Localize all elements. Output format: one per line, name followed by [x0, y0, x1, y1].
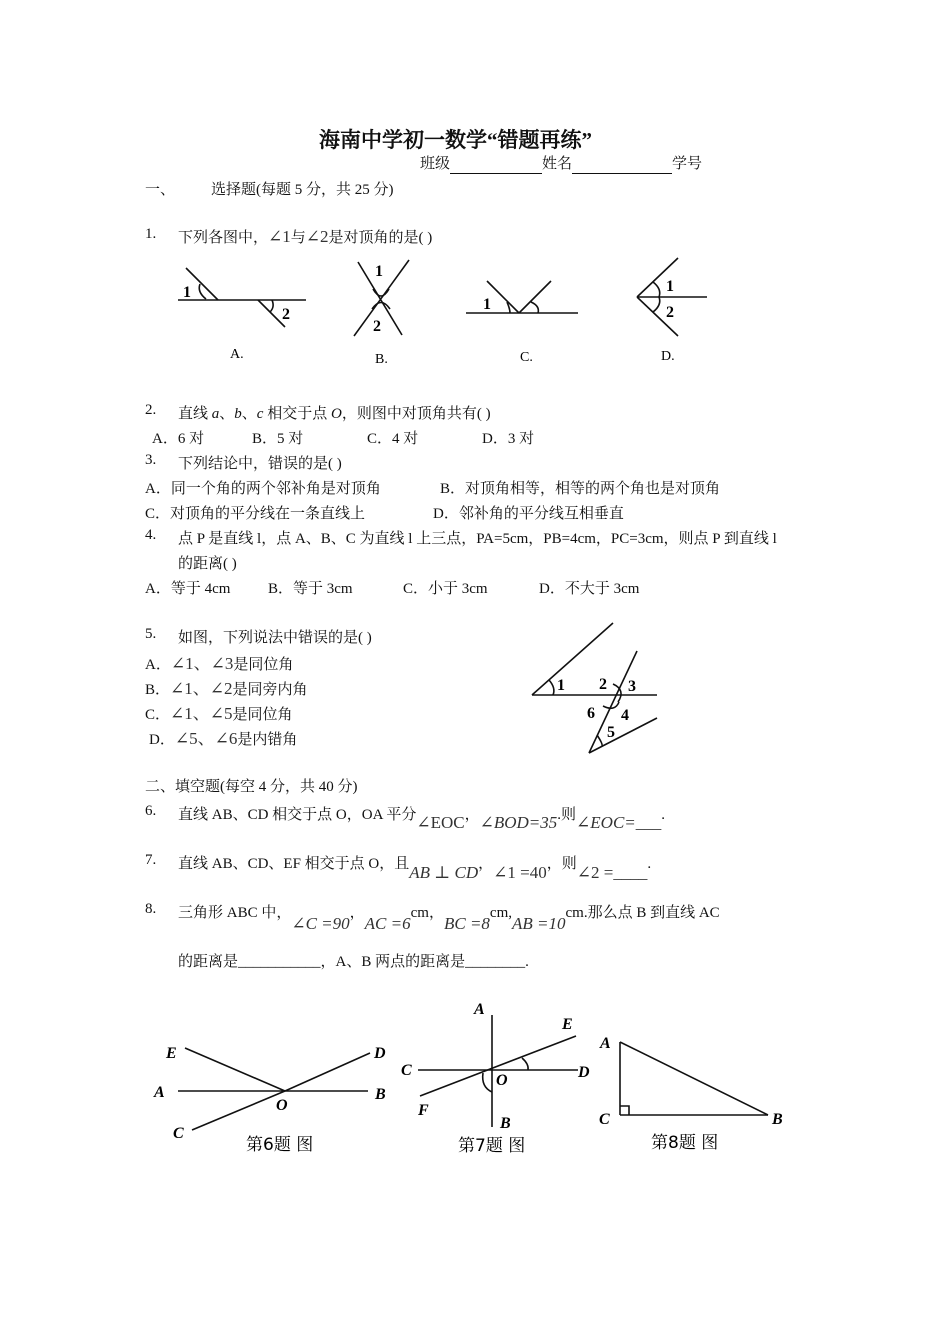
fig-d-arc2: [653, 297, 660, 312]
q4-line1: 点 P 是直线 l，点 A、B、C 为直线 l 上三点，PA=5cm，PB=4cm，PC=3cm，则点 P 到直线 l: [178, 531, 777, 547]
q8-line2[interactable]: 的距离是___________，A、B 两点的距离是________.: [178, 954, 529, 970]
q8-cm2: cm,: [489, 905, 512, 921]
fig-c-caption: C.: [520, 350, 533, 365]
fig6-label-b: B: [375, 1086, 386, 1103]
fig8-label-a: A: [600, 1035, 611, 1052]
q5-option-c[interactable]: [145, 699, 293, 724]
q2-text-a: 直线: [178, 406, 212, 422]
q1-text-c: 是对顶角的是( ): [328, 230, 433, 246]
q5-a-text: 是同位角: [233, 657, 294, 673]
q5-label4: 4: [621, 707, 629, 724]
q7-comma2: ，则: [546, 856, 577, 872]
q2-option-d[interactable]: D．3 对: [482, 431, 535, 447]
q5-c-math: ∠1、∠5: [170, 704, 233, 723]
fig-a-arc2: [270, 300, 273, 312]
q8-math1: ∠C =90: [291, 914, 350, 933]
fig-a-label1: 1: [183, 284, 191, 301]
q1-text-b: 与: [290, 230, 306, 246]
name-label: 姓名: [542, 156, 573, 172]
q5-arc1: [549, 680, 554, 695]
q5-number: 5.: [145, 626, 157, 642]
q4-option-d[interactable]: D．不大于 3cm: [539, 581, 640, 597]
fig7-arc2: [483, 1073, 492, 1092]
q2-b: b: [234, 406, 242, 422]
fig7-label-d: D: [578, 1064, 590, 1081]
q7-math2: ∠1 =40: [493, 863, 547, 882]
q1-text-a: 下列各图中，: [178, 230, 269, 246]
q6-comma: ，: [464, 807, 480, 823]
q5-figure: [525, 618, 725, 763]
fig-d-caption: D.: [661, 349, 675, 364]
fig7-label-f: F: [418, 1102, 429, 1119]
q3-option-c[interactable]: C．对顶角的平分线在一条直线上: [145, 506, 366, 522]
q3-number: 3.: [145, 452, 157, 468]
q5-c-text: 是同位角: [232, 707, 293, 723]
q8-math3: BC =8: [443, 914, 490, 933]
fig-c-ray1: [487, 281, 519, 313]
q1-angle1: ∠1: [268, 227, 291, 246]
section2-title: 二、填空题(每空 4 分，共 40 分): [145, 779, 358, 795]
q7-dot: .: [647, 856, 652, 872]
q5-b-text: 是同旁内角: [232, 682, 308, 698]
fig7-label-o: O: [496, 1072, 508, 1089]
q8-math4: AB =10: [512, 914, 566, 933]
fig7-caption: 第7题 图: [458, 1136, 526, 1156]
q5-d-math: ∠5、∠6: [174, 729, 238, 748]
fig-b-label1: 1: [375, 263, 383, 280]
fig-c-arc2: [531, 302, 538, 313]
fig-a-ray2: [258, 300, 285, 327]
q4-option-b[interactable]: B．等于 3cm: [268, 581, 353, 597]
q8-tail: cm.那么点 B 到直线 AC: [565, 905, 720, 921]
class-blank[interactable]: [450, 156, 542, 174]
fig6-caption: 第6题 图: [246, 1135, 314, 1155]
q5-label1: 1: [557, 677, 565, 694]
q8-cm1: cm: [410, 905, 429, 921]
q8-comma1: ，: [349, 905, 365, 921]
q4-option-a[interactable]: A．等于 4cm: [145, 581, 231, 597]
q1-stem: [178, 226, 432, 247]
fig-c-ray2: [519, 281, 551, 313]
fig-a-label2: 2: [282, 306, 290, 323]
q5-option-a[interactable]: [145, 649, 293, 674]
fig-c-label1: 1: [483, 296, 491, 313]
q5-option-b[interactable]: [145, 674, 308, 699]
q3-option-a[interactable]: A．同一个角的两个邻补角是对顶角: [145, 481, 381, 497]
q5-d-letter: D．: [149, 732, 175, 748]
q5-b-math: ∠1、∠2: [170, 679, 233, 698]
q2-option-c[interactable]: C．4 对: [367, 431, 419, 447]
fig8-caption: 第8题 图: [651, 1133, 719, 1153]
q2-option-b[interactable]: B．5 对: [252, 431, 304, 447]
q4-line2: 的距离( ): [178, 556, 237, 572]
q6-then: .则: [557, 807, 577, 823]
fig-b-caption: B.: [375, 352, 388, 367]
q5-label2: 2: [599, 676, 607, 693]
q7-math1: AB ⊥ CD: [409, 863, 479, 882]
fig6-label-d: D: [374, 1045, 386, 1062]
q5-label5: 5: [607, 724, 615, 741]
q5-a-math: ∠1、∠3: [170, 654, 234, 673]
q2-stem: [178, 402, 491, 423]
q5-label6: 6: [587, 705, 595, 722]
fig6-line-eo: [185, 1048, 285, 1091]
section1-number: 一、: [145, 182, 176, 198]
q2-sep2: 、: [241, 406, 257, 422]
q7-comma1: ，: [478, 856, 494, 872]
name-blank[interactable]: [572, 156, 672, 174]
page-title: 海南中学初一数学“错题再练”: [319, 128, 592, 152]
q4-number: 4.: [145, 527, 157, 543]
q3-option-d[interactable]: D．邻补角的平分线互相垂直: [433, 506, 624, 522]
fig7-label-a: A: [474, 1001, 485, 1018]
q7-answer-blank[interactable]: ∠2 =____: [576, 863, 648, 882]
id-label: 学号: [672, 156, 703, 172]
q6-number: 6.: [145, 803, 157, 819]
q2-option-a[interactable]: A．6 对: [152, 431, 205, 447]
q6-math2: ∠BOD=35: [479, 813, 558, 832]
fig7-arc1: [522, 1058, 528, 1070]
q2-o: O: [330, 406, 342, 422]
fig7-label-b: B: [500, 1115, 511, 1132]
q5-c-letter: C．: [145, 707, 171, 723]
fig6-line-od: [285, 1053, 370, 1091]
q2-a: a: [211, 406, 220, 422]
fig6-label-o: O: [276, 1097, 288, 1114]
q5-a-letter: A．: [145, 657, 171, 673]
q2-text-c: ，则图中对顶角共有( ): [341, 406, 491, 422]
q5-d-text: 是内错角: [237, 732, 298, 748]
q6-answer-blank[interactable]: ∠EOC=___: [576, 813, 662, 832]
fig6-label-c: C: [173, 1125, 184, 1142]
fig-a-caption: A.: [230, 347, 244, 362]
student-info: [420, 152, 702, 174]
fig8-label-c: C: [599, 1111, 610, 1128]
section1-title: 选择题(每题 5 分，共 25 分): [211, 182, 394, 198]
q6-dot: .: [661, 807, 666, 823]
fig-b-label2: 2: [373, 318, 381, 335]
q5-b-letter: B．: [145, 682, 171, 698]
q5-label3: 3: [628, 678, 636, 695]
q8-stem: [178, 901, 720, 933]
q8-math2: AC =6: [364, 914, 411, 933]
q4-option-c[interactable]: C．小于 3cm: [403, 581, 488, 597]
class-label: 班级: [420, 156, 451, 172]
q6-stem: [178, 803, 666, 832]
fig8-right-angle: [620, 1106, 629, 1115]
q8-comma2: ，: [428, 905, 444, 921]
q2-text-b: 相交于点: [263, 406, 331, 422]
fig6-line-oc: [192, 1091, 285, 1130]
fig6-label-e: E: [166, 1045, 177, 1062]
q1-number: 1.: [145, 226, 157, 242]
fig-d-arc1: [653, 282, 660, 297]
q6-text: 直线 AB、CD 相交于点 O，OA 平分: [178, 807, 417, 823]
q2-c: c: [256, 406, 264, 422]
q1-figures: [0, 250, 950, 370]
q8-text: 三角形 ABC 中，: [178, 905, 292, 921]
q7-number: 7.: [145, 852, 157, 868]
q7-text: 直线 AB、CD、EF 相交于点 O，且: [178, 856, 410, 872]
q2-sep1: 、: [219, 406, 235, 422]
figure-8: [595, 1025, 795, 1155]
q5-option-d[interactable]: [149, 724, 297, 749]
q7-stem: [178, 852, 652, 882]
fig8-label-b: B: [772, 1111, 783, 1128]
q5-arc5: [597, 735, 602, 746]
fig-d-label1: 1: [666, 278, 674, 295]
q6-math1: ∠EOC: [416, 813, 465, 832]
q5-stem: 如图，下列说法中错误的是( ): [178, 630, 372, 646]
figure-6: [150, 1000, 390, 1160]
figure-7: [395, 995, 595, 1165]
fig7-label-e: E: [562, 1016, 573, 1033]
fig6-label-a: A: [154, 1084, 165, 1101]
q1-angle2: ∠2: [305, 227, 329, 246]
fig8-side-ab: [620, 1042, 768, 1115]
fig-d-label2: 2: [666, 304, 674, 321]
q3-option-b[interactable]: B．对顶角相等，相等的两个角也是对顶角: [440, 481, 721, 497]
q3-stem: 下列结论中，错误的是( ): [178, 456, 342, 472]
q2-number: 2.: [145, 402, 157, 418]
q8-number: 8.: [145, 901, 157, 917]
fig7-label-c: C: [401, 1062, 412, 1079]
